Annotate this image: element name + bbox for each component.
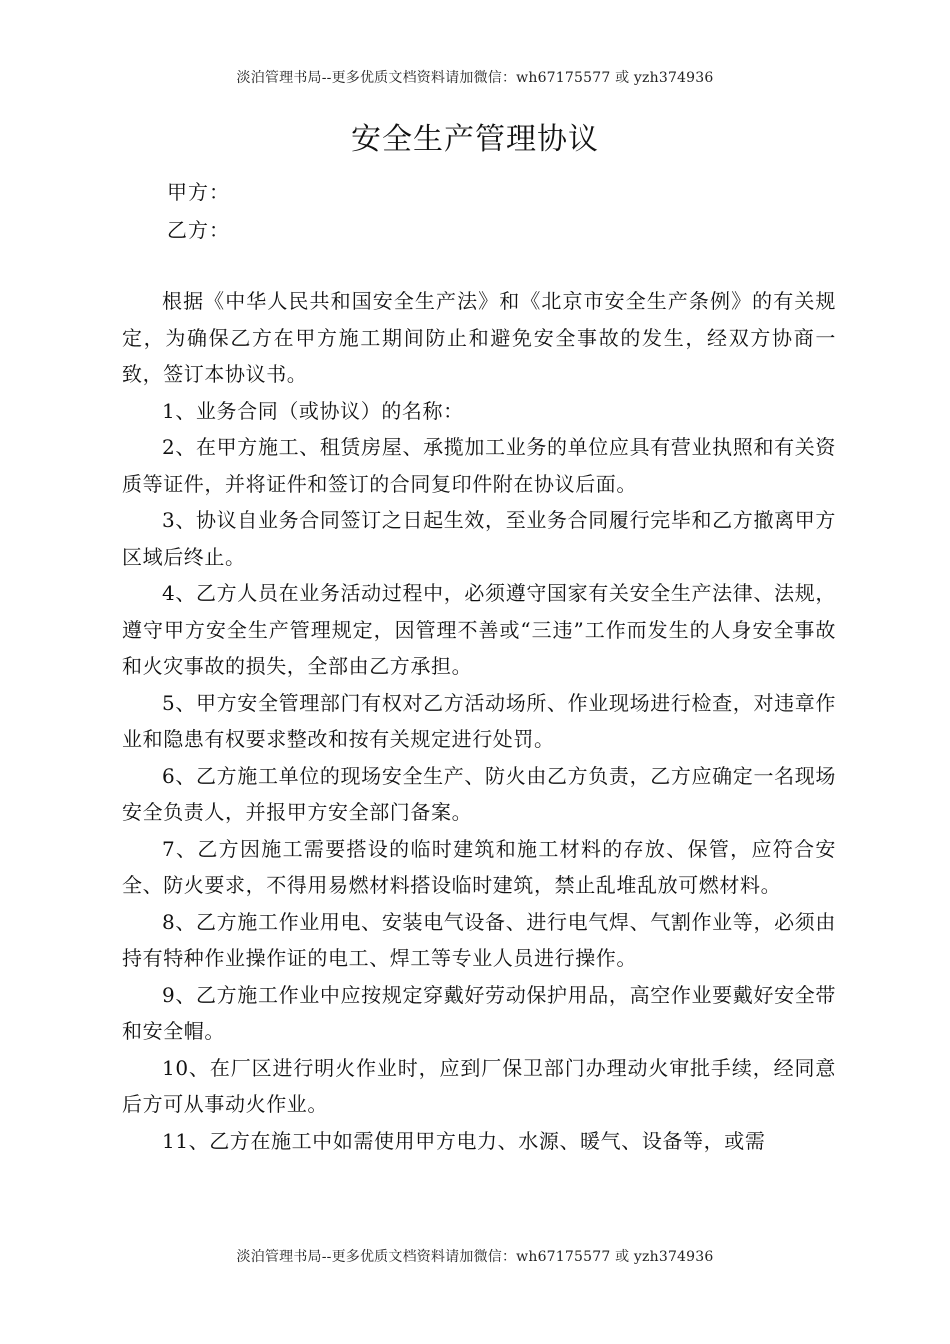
clause-5: 5、甲方安全管理部门有权对乙方活动场所、作业现场进行检查，对违章作业和隐患有权要求整改和按有关规定进行处罚。 bbox=[122, 690, 836, 751]
clause-8: 8、乙方施工作业用电、安装电气设备、进行电气焊、气割作业等，必须由持有特种作业操作证的电工、焊工等专业人员进行操作。 bbox=[122, 909, 836, 970]
page-footer: 淡泊管理书局--更多优质文档资料请加微信：wh67175577 或 yzh374936 bbox=[236, 1249, 714, 1265]
agreement-body bbox=[122, 283, 836, 1159]
party-b-label: 乙方： bbox=[167, 218, 230, 242]
clause-3: 3、协议自业务合同签订之日起生效，至业务合同履行完毕和乙方撤离甲方区域后终止。 bbox=[122, 508, 836, 569]
document-title: 安全生产管理协议 bbox=[351, 122, 599, 157]
clause-11: 11、乙方在施工中如需使用甲方电力、水源、暖气、设备等，或需 bbox=[162, 1128, 766, 1153]
clause-6: 6、乙方施工单位的现场安全生产、防火由乙方负责，乙方应确定一名现场安全负责人，并报甲方安全部门备案。 bbox=[122, 763, 836, 824]
intro-paragraph: 根据《中华人民共和国安全生产法》和《北京市安全生产条例》的有关规定，为确保乙方在甲方施工期间防止和避免安全事故的发生，经双方协商一致，签订本协议书。 bbox=[122, 289, 836, 386]
clause-10: 10、在厂区进行明火作业时，应到厂保卫部门办理动火审批手续，经同意后方可从事动火作业。 bbox=[122, 1055, 836, 1116]
clause-2: 2、在甲方施工、租赁房屋、承揽加工业务的单位应具有营业执照和有关资质等证件，并将证件和签订的合同复印件附在协议后面。 bbox=[122, 435, 836, 496]
clause-7: 7、乙方因施工需要搭设的临时建筑和施工材料的存放、保管，应符合安全、防火要求，不得用易燃材料搭设临时建筑，禁止乱堆乱放可燃材料。 bbox=[122, 836, 836, 897]
clause-4: 4、乙方人员在业务活动过程中，必须遵守国家有关安全生产法律、法规，遵守甲方安全生产管理规定，因管理不善或“三违”工作而发生的人身安全事故和火灾事故的损失，全部由乙方承担。 bbox=[122, 581, 836, 678]
clause-1: 1、业务合同（或协议）的名称： bbox=[162, 398, 464, 423]
party-a-label: 甲方： bbox=[167, 180, 230, 204]
page-header: 淡泊管理书局--更多优质文档资料请加微信：wh67175577 或 yzh374936 bbox=[236, 70, 714, 86]
clause-9: 9、乙方施工作业中应按规定穿戴好劳动保护用品，高空作业要戴好安全带和安全帽。 bbox=[122, 982, 836, 1043]
